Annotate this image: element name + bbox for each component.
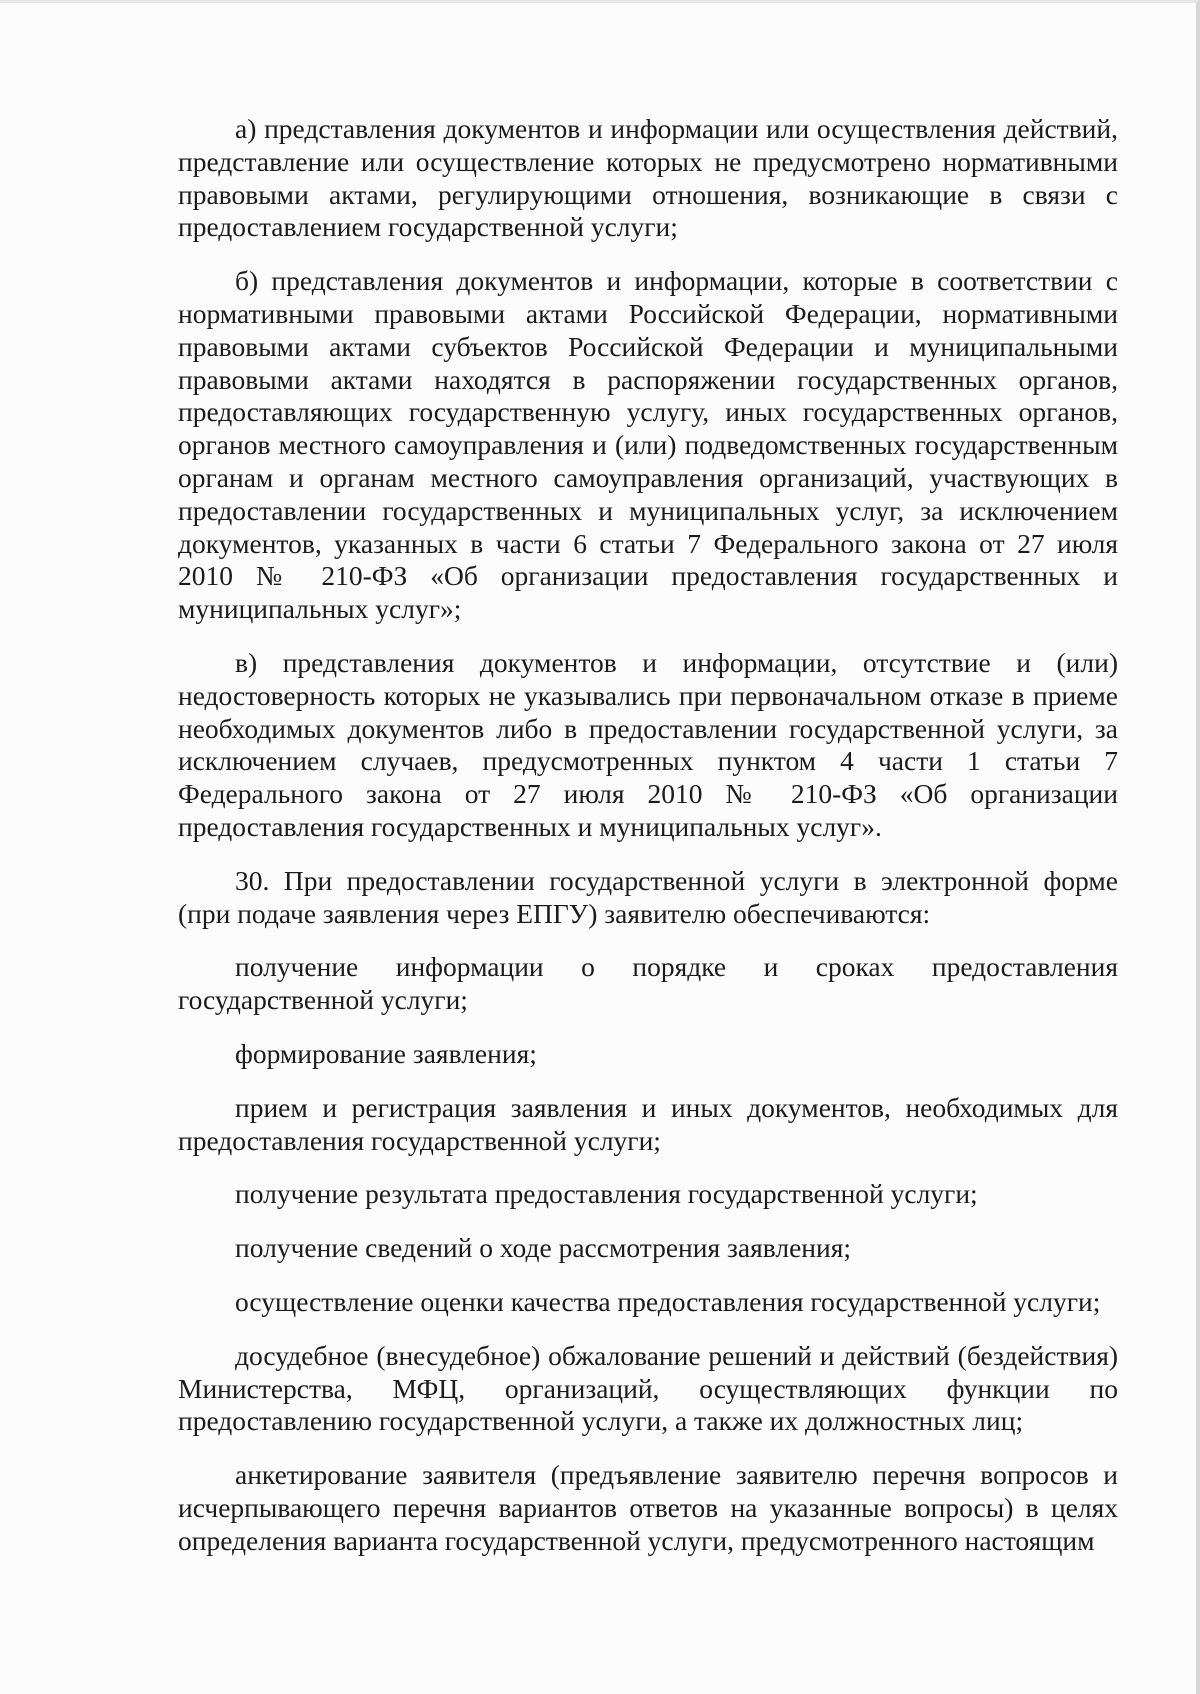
list-item-result: получение результата предоставления государственной услуги; (235, 1178, 978, 1210)
list-item-form-creation: формирование заявления; (235, 1037, 537, 1069)
document-body (178, 113, 1118, 1578)
paragraph-30: 30. При предоставлении государственной услуги в электронной форме (при подаче заявления через ЕПГУ) заявителю обеспечиваются: (178, 864, 1118, 929)
list-item-status: получение сведений о ходе рассмотрения заявления; (235, 1232, 851, 1264)
list-item-appeal: досудебное (внесудебное) обжалование решений и действий (бездействия) Министерства, МФЦ, организаций, осуществляющих функции по предоставлению государственной услуги, а также их должностных лиц; (178, 1339, 1118, 1437)
list-item-quality-rating: осуществление оценки качества предоставления государственной услуги; (235, 1285, 1101, 1317)
list-item-survey: анкетирование заявителя (предъявление заявителю перечня вопросов и исчерпывающего перечня вариантов ответов на указанные вопросы) в целях определения варианта государственной услуги, предусмотренного настоящим (178, 1459, 1118, 1556)
paragraph-b: б) представления документов и информации, которые в соответствии с нормативными правовыми актами Российской Федерации, нормативными правовыми актами субъектов Российской Федерации и муниципальными правовыми актами находятся в распоряжении государственных органов, предоставляющих государственную услугу, иных государственных органов, органов местного самоуправления и (или) подведомственных государственным органам и органам местного самоуправления организаций, участвующих в предоставлении государственных и муниципальных услуг, за исключением документов, указанных в части 6 статьи 7 Федерального закона от 27 июля 2010 № 210-ФЗ «Об организации предоставления государственных и муниципальных услуг»; (178, 265, 1118, 625)
list-item-information: получение информации о порядке и сроках предоставления государственной услуги; (178, 951, 1118, 1016)
paragraph-v: в) представления документов и информации, отсутствие и (или) недостоверность которых не указывались при первоначальном отказе в приеме необходимых документов либо в предоставлении государственной услуги, за исключением случаев, предусмотренных пунктом 4 части 1 статьи 7 Федерального закона от 27 июля 2010 № 210-ФЗ «Об организации предоставления государственных и муниципальных услуг». (178, 646, 1118, 842)
paragraph-a: а) представления документов и информации или осуществления действий, представление или осуществление которых не предусмотрено нормативными правовыми актами, регулирующими отношения, возникающие в связи с предоставлением государственной услуги; (178, 113, 1118, 243)
list-item-registration: прием и регистрация заявления и иных документов, необходимых для предоставления государственной услуги; (178, 1091, 1118, 1156)
